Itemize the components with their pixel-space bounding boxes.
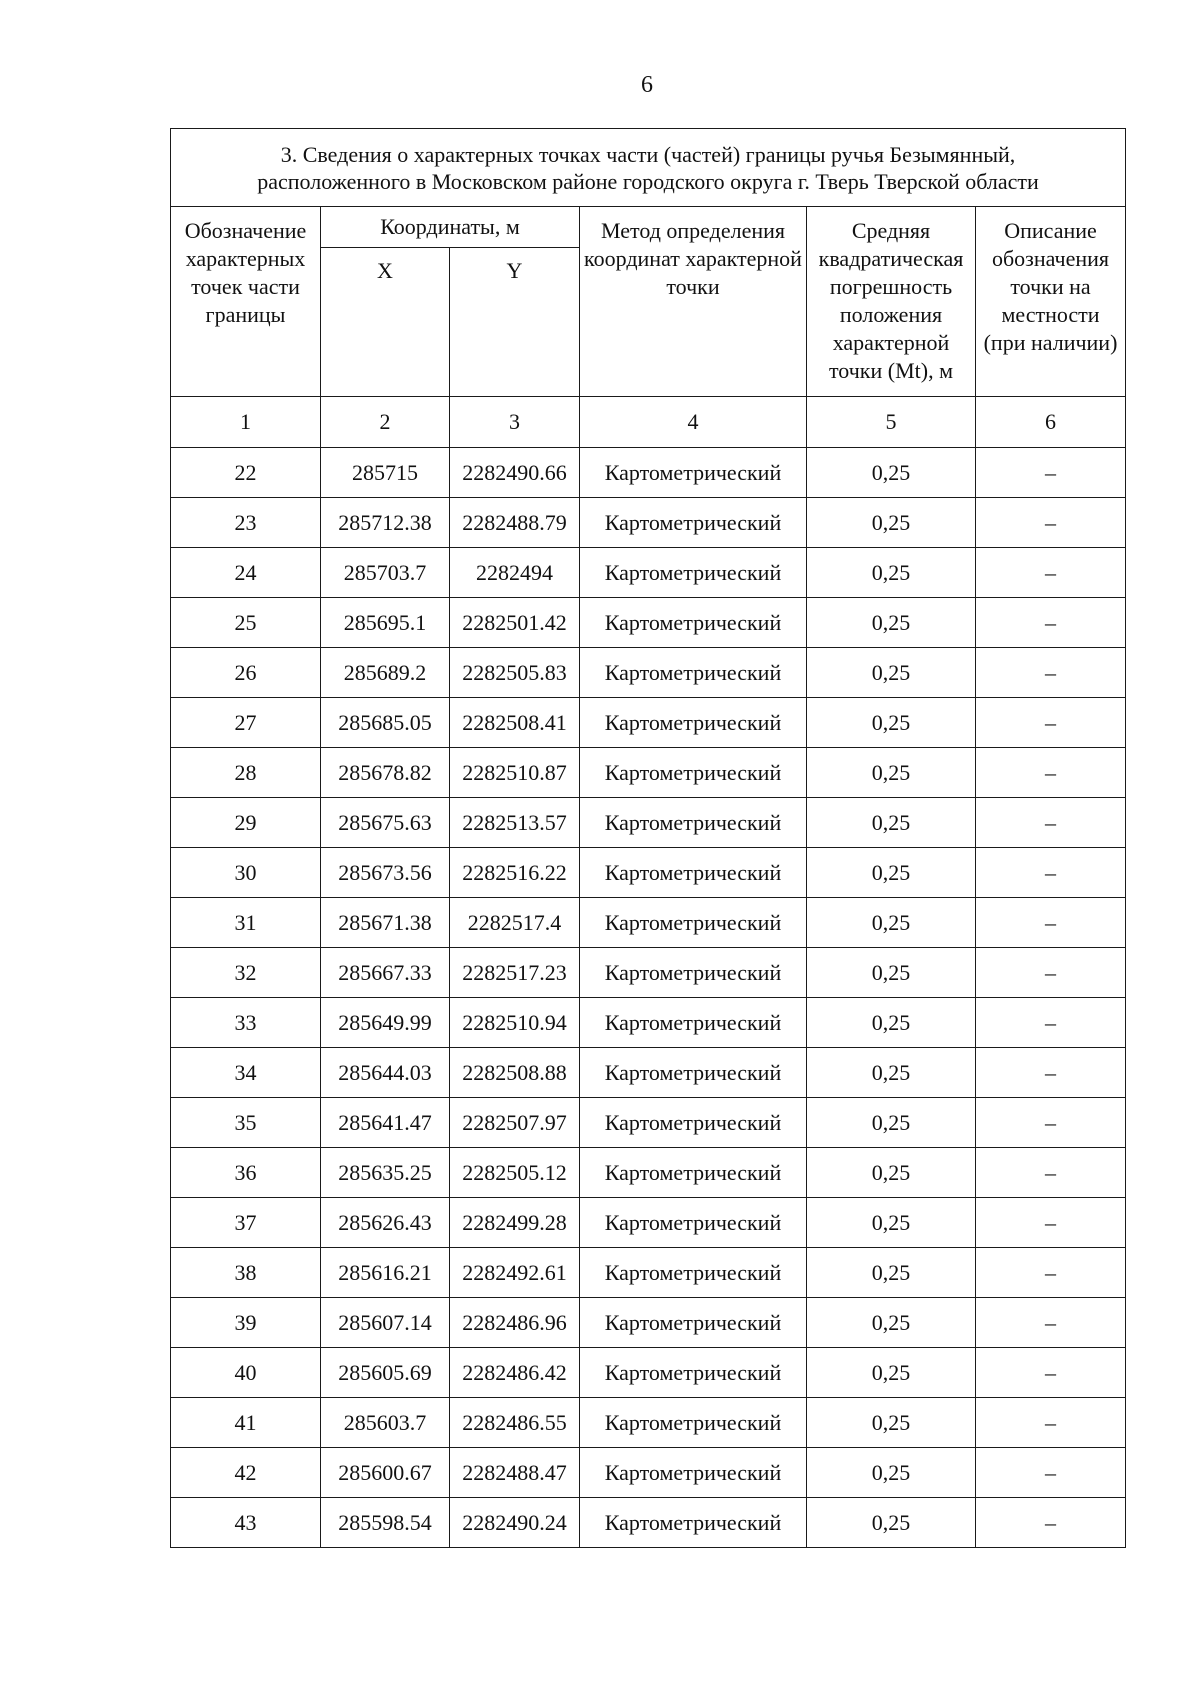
table-row	[171, 798, 1126, 848]
y-coordinate-cell: 2282490.24	[450, 1498, 580, 1548]
y-coordinate-cell: 2282505.12	[450, 1148, 580, 1198]
column-number: 3	[450, 397, 580, 448]
x-coordinate-cell: 285675.63	[321, 798, 450, 848]
table-title-line1: 3. Сведения о характерных точках части (частей) границы ручья Безымянный,	[280, 141, 1016, 167]
point-cell: 39	[171, 1298, 321, 1348]
method-cell: Картометрический	[580, 598, 807, 648]
error-cell: 0,25	[807, 1498, 976, 1548]
description-cell: –	[976, 648, 1126, 698]
table-row	[171, 1048, 1126, 1098]
table-row	[171, 1498, 1126, 1548]
y-coordinate-cell: 2282501.42	[450, 598, 580, 648]
x-coordinate-cell: 285626.43	[321, 1198, 450, 1248]
header-y: Y	[450, 248, 580, 397]
description-cell: –	[976, 1448, 1126, 1498]
description-cell: –	[976, 598, 1126, 648]
x-coordinate-cell: 285695.1	[321, 598, 450, 648]
description-cell: –	[976, 1148, 1126, 1198]
y-coordinate-cell: 2282490.66	[450, 448, 580, 498]
table-body	[171, 448, 1126, 1548]
table-title	[171, 129, 1126, 207]
header-point: Обозначение характерных точек части границы	[171, 207, 321, 397]
point-cell: 40	[171, 1348, 321, 1398]
table-row	[171, 1198, 1126, 1248]
method-cell: Картометрический	[580, 1498, 807, 1548]
column-number: 1	[171, 397, 321, 448]
column-number: 2	[321, 397, 450, 448]
method-cell: Картометрический	[580, 698, 807, 748]
description-cell: –	[976, 1098, 1126, 1148]
method-cell: Картометрический	[580, 1298, 807, 1348]
error-cell: 0,25	[807, 1048, 976, 1098]
point-cell: 42	[171, 1448, 321, 1498]
method-cell: Картометрический	[580, 448, 807, 498]
method-cell: Картометрический	[580, 498, 807, 548]
y-coordinate-cell: 2282488.47	[450, 1448, 580, 1498]
x-coordinate-cell: 285667.33	[321, 948, 450, 998]
error-cell: 0,25	[807, 998, 976, 1048]
table-row	[171, 1248, 1126, 1298]
method-cell: Картометрический	[580, 1448, 807, 1498]
table-row	[171, 998, 1126, 1048]
error-cell: 0,25	[807, 1198, 976, 1248]
error-cell: 0,25	[807, 1248, 976, 1298]
table-row	[171, 1348, 1126, 1398]
table-row	[171, 448, 1126, 498]
error-cell: 0,25	[807, 1298, 976, 1348]
error-cell: 0,25	[807, 798, 976, 848]
method-cell: Картометрический	[580, 948, 807, 998]
x-coordinate-cell: 285616.21	[321, 1248, 450, 1298]
method-cell: Картометрический	[580, 998, 807, 1048]
error-cell: 0,25	[807, 948, 976, 998]
header-method: Метод определения координат характерной точки	[580, 207, 807, 397]
point-cell: 35	[171, 1098, 321, 1148]
method-cell: Картометрический	[580, 1248, 807, 1298]
x-coordinate-cell: 285671.38	[321, 898, 450, 948]
table-row	[171, 1298, 1126, 1348]
header-description: Описание обозначения точки на местности (при наличии)	[976, 207, 1126, 397]
column-number: 4	[580, 397, 807, 448]
x-coordinate-cell: 285673.56	[321, 848, 450, 898]
table-row	[171, 648, 1126, 698]
point-cell: 37	[171, 1198, 321, 1248]
description-cell: –	[976, 1248, 1126, 1298]
description-cell: –	[976, 448, 1126, 498]
table-row	[171, 748, 1126, 798]
description-cell: –	[976, 498, 1126, 548]
y-coordinate-cell: 2282486.55	[450, 1398, 580, 1448]
table-row	[171, 948, 1126, 998]
point-cell: 22	[171, 448, 321, 498]
method-cell: Картометрический	[580, 548, 807, 598]
y-coordinate-cell: 2282486.96	[450, 1298, 580, 1348]
error-cell: 0,25	[807, 498, 976, 548]
error-cell: 0,25	[807, 1398, 976, 1448]
x-coordinate-cell: 285715	[321, 448, 450, 498]
description-cell: –	[976, 848, 1126, 898]
y-coordinate-cell: 2282486.42	[450, 1348, 580, 1398]
error-cell: 0,25	[807, 748, 976, 798]
table-row	[171, 598, 1126, 648]
point-cell: 29	[171, 798, 321, 848]
table-row	[171, 1148, 1126, 1198]
error-cell: 0,25	[807, 698, 976, 748]
column-number: 6	[976, 397, 1126, 448]
error-cell: 0,25	[807, 448, 976, 498]
table-title-line2: расположенного в Московском районе городского округа г. Тверь Тверской области	[257, 168, 1039, 194]
column-number: 5	[807, 397, 976, 448]
header-coords: Координаты, м	[321, 207, 580, 248]
x-coordinate-cell: 285689.2	[321, 648, 450, 698]
description-cell: –	[976, 948, 1126, 998]
method-cell: Картометрический	[580, 1148, 807, 1198]
point-cell: 31	[171, 898, 321, 948]
error-cell: 0,25	[807, 1348, 976, 1398]
x-coordinate-cell: 285635.25	[321, 1148, 450, 1198]
y-coordinate-cell: 2282510.94	[450, 998, 580, 1048]
x-coordinate-cell: 285712.38	[321, 498, 450, 548]
table-row	[171, 548, 1126, 598]
y-coordinate-cell: 2282508.41	[450, 698, 580, 748]
description-cell: –	[976, 1198, 1126, 1248]
error-cell: 0,25	[807, 598, 976, 648]
method-cell: Картометрический	[580, 798, 807, 848]
header-x: X	[321, 248, 450, 397]
table-row	[171, 498, 1126, 548]
y-coordinate-cell: 2282508.88	[450, 1048, 580, 1098]
x-coordinate-cell: 285649.99	[321, 998, 450, 1048]
x-coordinate-cell: 285603.7	[321, 1398, 450, 1448]
table-row	[171, 848, 1126, 898]
error-cell: 0,25	[807, 1448, 976, 1498]
table-row	[171, 698, 1126, 748]
y-coordinate-cell: 2282505.83	[450, 648, 580, 698]
table-row	[171, 1448, 1126, 1498]
description-cell: –	[976, 998, 1126, 1048]
x-coordinate-cell: 285685.05	[321, 698, 450, 748]
x-coordinate-cell: 285600.67	[321, 1448, 450, 1498]
error-cell: 0,25	[807, 848, 976, 898]
point-cell: 23	[171, 498, 321, 548]
description-cell: –	[976, 1298, 1126, 1348]
error-cell: 0,25	[807, 648, 976, 698]
header-error: Средняя квадратическая погрешность положения характерной точки (Mt), м	[807, 207, 976, 397]
y-coordinate-cell: 2282507.97	[450, 1098, 580, 1148]
point-cell: 36	[171, 1148, 321, 1198]
table-row	[171, 898, 1126, 948]
point-cell: 24	[171, 548, 321, 598]
point-cell: 26	[171, 648, 321, 698]
point-cell: 34	[171, 1048, 321, 1098]
method-cell: Картометрический	[580, 748, 807, 798]
x-coordinate-cell: 285678.82	[321, 748, 450, 798]
y-coordinate-cell: 2282510.87	[450, 748, 580, 798]
point-cell: 43	[171, 1498, 321, 1548]
page-number: 6	[641, 72, 653, 98]
y-coordinate-cell: 2282516.22	[450, 848, 580, 898]
y-coordinate-cell: 2282494	[450, 548, 580, 598]
y-coordinate-cell: 2282488.79	[450, 498, 580, 548]
method-cell: Картометрический	[580, 848, 807, 898]
x-coordinate-cell: 285598.54	[321, 1498, 450, 1548]
description-cell: –	[976, 1048, 1126, 1098]
boundary-points-table	[170, 128, 1126, 1548]
table-row	[171, 1098, 1126, 1148]
column-numbers-row	[171, 397, 1126, 448]
error-cell: 0,25	[807, 1098, 976, 1148]
point-cell: 30	[171, 848, 321, 898]
x-coordinate-cell: 285644.03	[321, 1048, 450, 1098]
method-cell: Картометрический	[580, 1398, 807, 1448]
point-cell: 25	[171, 598, 321, 648]
y-coordinate-cell: 2282492.61	[450, 1248, 580, 1298]
x-coordinate-cell: 285641.47	[321, 1098, 450, 1148]
description-cell: –	[976, 698, 1126, 748]
description-cell: –	[976, 1398, 1126, 1448]
error-cell: 0,25	[807, 898, 976, 948]
description-cell: –	[976, 548, 1126, 598]
y-coordinate-cell: 2282517.4	[450, 898, 580, 948]
description-cell: –	[976, 748, 1126, 798]
point-cell: 27	[171, 698, 321, 748]
y-coordinate-cell: 2282517.23	[450, 948, 580, 998]
error-cell: 0,25	[807, 1148, 976, 1198]
description-cell: –	[976, 898, 1126, 948]
point-cell: 41	[171, 1398, 321, 1448]
x-coordinate-cell: 285605.69	[321, 1348, 450, 1398]
method-cell: Картометрический	[580, 648, 807, 698]
point-cell: 33	[171, 998, 321, 1048]
point-cell: 32	[171, 948, 321, 998]
description-cell: –	[976, 798, 1126, 848]
y-coordinate-cell: 2282499.28	[450, 1198, 580, 1248]
method-cell: Картометрический	[580, 1098, 807, 1148]
method-cell: Картометрический	[580, 1048, 807, 1098]
method-cell: Картометрический	[580, 1348, 807, 1398]
point-cell: 28	[171, 748, 321, 798]
x-coordinate-cell: 285703.7	[321, 548, 450, 598]
y-coordinate-cell: 2282513.57	[450, 798, 580, 848]
error-cell: 0,25	[807, 548, 976, 598]
method-cell: Картометрический	[580, 898, 807, 948]
description-cell: –	[976, 1348, 1126, 1398]
x-coordinate-cell: 285607.14	[321, 1298, 450, 1348]
description-cell: –	[976, 1498, 1126, 1548]
table-row	[171, 1398, 1126, 1448]
point-cell: 38	[171, 1248, 321, 1298]
method-cell: Картометрический	[580, 1198, 807, 1248]
